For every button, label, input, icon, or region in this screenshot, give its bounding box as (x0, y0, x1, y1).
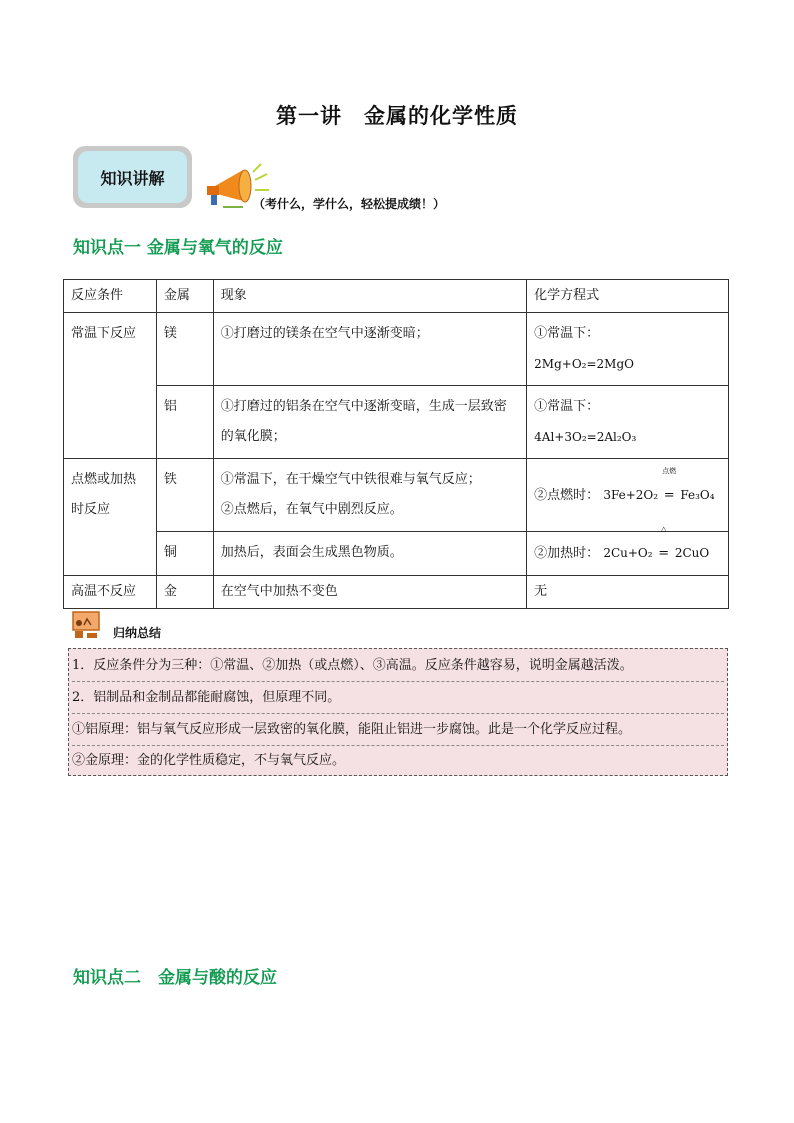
cell-condition-ignite: 点燃或加热时反应 (64, 459, 157, 576)
table-header-row (64, 280, 729, 313)
table-row (64, 459, 729, 532)
cell-metal: 铝 (156, 386, 213, 459)
table-row (64, 313, 729, 386)
eq-left: 3Fe+2O₂ (603, 487, 659, 502)
eq-left: 2Cu+O₂ (603, 546, 653, 560)
motto-text: （考什么，学什么，轻松提成绩！） (253, 197, 446, 211)
cell-equation (527, 386, 729, 459)
cell-metal: 镁 (156, 313, 213, 386)
summary-line: ②金原理：金的化学性质稳定，不与氧气反应。 (72, 753, 346, 768)
cell-condition-room: 常温下反应 (64, 313, 157, 459)
phenomenon-line: ①常温下，在干燥空气中铁很难与氧气反应； (220, 472, 481, 487)
cell-equation (527, 525, 729, 576)
badge-label: 知识讲解 (78, 151, 187, 203)
cell-phenomenon: ①打磨过的铝条在空气中逐渐变暗，生成一层致密的氧化膜； (213, 386, 526, 459)
cell-phenomenon: 加热后，表面会生成黑色物质。 (213, 532, 526, 576)
header-metal: 金属 (156, 280, 213, 313)
eq-label: ①常温下： (534, 399, 600, 414)
eq-text: 2Mg+O₂=2MgO (534, 357, 634, 371)
summary-line: 2．铝制品和金制品都能耐腐蚀，但原理不同。 (72, 689, 724, 714)
cell-metal: 金 (156, 576, 213, 609)
table-row (64, 532, 729, 576)
summary-line: ①铝原理：铝与氧气反应形成一层致密的氧化膜，能阻止铝进一步腐蚀。此是一个化学反应过程。 (72, 721, 724, 746)
table-row (64, 576, 729, 609)
cell-phenomenon: 在空气中加热不变色 (213, 576, 526, 609)
cell-equation: 无 (527, 576, 729, 609)
eq-label: ②加热时： (534, 546, 600, 561)
header-phenomenon: 现象 (213, 280, 526, 313)
table-row (64, 386, 729, 459)
eq-equals: = △ (657, 539, 671, 569)
knowledge-badge (73, 146, 192, 208)
metal-oxygen-table (63, 279, 729, 609)
eq-label: ①常温下： (534, 326, 600, 341)
eq-condition: 点燃 (662, 466, 677, 475)
header-condition: 反应条件 (64, 280, 157, 313)
cell-metal: 铁 (156, 459, 213, 532)
cell-metal: 铜 (156, 532, 213, 576)
phenomenon-line: ②点燃后，在氧气中剧烈反应。 (220, 502, 403, 517)
cell-equation (527, 313, 729, 386)
cell-phenomenon (213, 459, 526, 532)
page-title: 第一讲 金属的化学性质 (276, 103, 518, 128)
eq-equals: = 点燃 (662, 481, 676, 511)
cell-phenomenon: ①打磨过的镁条在空气中逐渐变暗； (213, 313, 526, 386)
eq-label: ②点燃时： (534, 487, 600, 503)
header-equation: 化学方程式 (527, 280, 729, 313)
eq-right: 2CuO (674, 546, 710, 560)
summary-box (68, 648, 728, 776)
eq-condition: △ (661, 525, 667, 533)
summary-line: 1．反应条件分为三种：①常温、②加热（或点燃）、③高温。反应条件越容易，说明金属越活泼。 (72, 657, 724, 682)
eq-text: 4Al+3O₂=2Al₂O₃ (534, 430, 637, 444)
section-title-1: 知识点一 金属与氧气的反应 (73, 238, 283, 258)
summary-icon (72, 611, 100, 639)
section-title-2: 知识点二 金属与酸的反应 (73, 968, 277, 988)
summary-title: 归纳总结 (113, 626, 162, 640)
eq-right: Fe₃O₄ (680, 487, 715, 502)
cell-condition-high: 高温不反应 (64, 576, 157, 609)
cell-equation (527, 459, 729, 532)
